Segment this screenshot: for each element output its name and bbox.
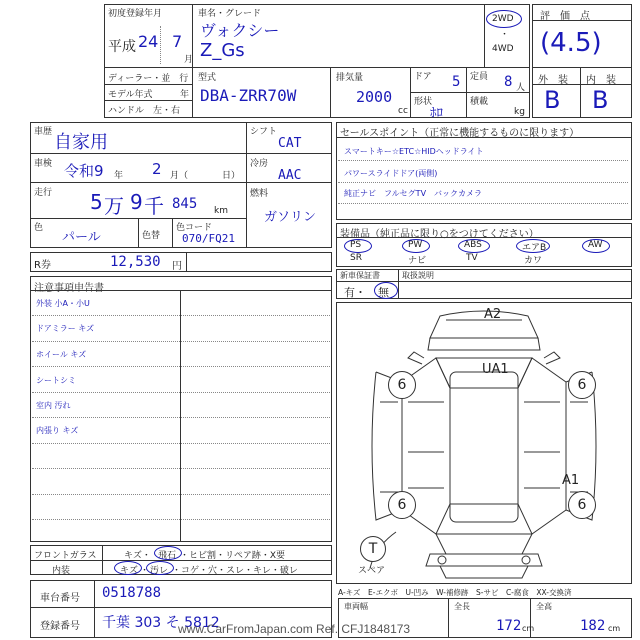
equip-pw: PW — [408, 240, 423, 250]
model-name: ヴォクシー — [200, 21, 280, 40]
load-unit: kg — [514, 107, 525, 117]
mileage-man: 5 — [90, 190, 103, 214]
warranty-circled: 無 — [378, 286, 389, 299]
equip-aw: AW — [588, 240, 603, 250]
km-unit: km — [214, 206, 228, 216]
drive-2wd-circle — [486, 10, 522, 28]
exterior-label: 外 装 — [538, 75, 568, 86]
glass-circled: 飛石 — [158, 551, 177, 561]
note-item-5: 室内 汚れ — [36, 401, 71, 410]
height-unit: cm — [522, 624, 535, 633]
legend-text: A-キズ E-エクボ U-凹み W-補修跡 S-サビ C-腐食 XX-交換済 — [338, 588, 572, 597]
reg-month: 7 — [172, 32, 183, 51]
rating-value: (4.5) — [540, 28, 602, 58]
notes-rule-line — [32, 443, 330, 444]
inspection-day-unit: 日） — [222, 171, 241, 181]
notes-rule-line — [32, 417, 330, 418]
displacement-value: 2000 — [356, 88, 393, 106]
notes-rule-line — [32, 341, 330, 342]
exterior-grade: B — [544, 86, 561, 114]
body-color-label: 色替 — [142, 231, 161, 241]
equip-airbag: エアB — [522, 243, 547, 253]
tire-front-left: 6 — [388, 371, 416, 399]
color-value: パール — [62, 230, 101, 245]
rating-label: 評 価 点 — [540, 11, 590, 22]
shift-label: シフト — [250, 127, 278, 137]
equip-sr: SR — [350, 253, 362, 263]
type-value: DBA-ZRR70W — [200, 86, 297, 105]
type-label: 型式 — [198, 73, 217, 83]
chassis-value: 0518788 — [102, 585, 162, 601]
interior-circled-2: 汚レ — [150, 566, 169, 576]
sales-point-1: スマートキー☆ETC☆HIDヘッドライト — [344, 147, 484, 156]
width-value: 182 — [580, 618, 606, 634]
displacement-label: 排気量 — [336, 73, 364, 83]
equip-ps: PS — [350, 240, 362, 250]
chassis-label: 車台番号 — [40, 593, 80, 604]
notes-rule-line — [32, 315, 330, 316]
usage-value: 自家用 — [54, 132, 108, 153]
model-year-label: モデル年式 — [108, 90, 153, 100]
drive-4wd: 4WD — [492, 44, 514, 54]
glass-rest: ・ヒビ割・リペア跡・X要 — [180, 551, 285, 561]
tire-front-right: 6 — [568, 371, 596, 399]
sales-points-title: セールスポイント（正常に機能するものに限ります） — [340, 128, 580, 139]
load-label: 積載 — [470, 97, 489, 107]
spare-label: スペア — [358, 566, 386, 576]
interior-circled-1: キズ — [120, 566, 138, 576]
interior-label: 内 装 — [586, 75, 616, 86]
capacity-unit: 人 — [516, 83, 526, 93]
width-unit: cm — [608, 624, 621, 633]
inspection-year-unit: 年 — [114, 171, 124, 181]
interior-grade: B — [592, 86, 609, 114]
inspection-era: 令和9 — [64, 162, 104, 180]
equipment-bottom-row — [342, 253, 628, 265]
grade: Z_Gs — [200, 40, 245, 61]
plate-label: 登録番号 — [40, 621, 80, 632]
reg-year-label: 初度登録年月 — [108, 9, 163, 19]
fuel-value: ガソリン — [264, 210, 317, 225]
color-label: 色 — [34, 223, 44, 233]
warranty-value: 有・ — [344, 286, 366, 299]
doors-value: 5 — [452, 74, 461, 90]
sales-point-2: パワースライドドア(両側) — [344, 169, 438, 178]
doors-label: ドア — [414, 72, 432, 82]
color-code-value: 070/FQ21 — [182, 232, 235, 245]
ac-value: AAC — [278, 168, 302, 183]
drive-dot: ・ — [500, 30, 510, 40]
capacity-label: 定員 — [470, 72, 489, 82]
interior-field-label: 内装 — [52, 566, 71, 576]
notes-rule-line — [32, 519, 330, 520]
height-label: 全高 — [536, 602, 552, 611]
interior-rest: ・コゲ・穴・スレ・キレ・破レ — [172, 566, 298, 576]
recycle-label: R券 — [34, 260, 51, 271]
recycle-unit: 円 — [172, 261, 182, 272]
reg-month-unit: 月 — [184, 55, 194, 65]
tire-rear-right: 6 — [568, 491, 596, 519]
width-label: 車両幅 — [344, 602, 368, 611]
drive-2wd: 2WD — [492, 14, 514, 24]
interior-sep: ・ — [140, 566, 150, 576]
notes-title: 注意事項申告書 — [34, 283, 104, 294]
equipment-title: 装備品（純正品に限り○をつけてください） — [340, 229, 539, 240]
damage-mark-ua1: UA1 — [482, 362, 509, 377]
inspection-label: 車検 — [34, 159, 53, 169]
sen-unit: 千 — [144, 194, 164, 218]
usage-label: 車歴 — [34, 127, 53, 137]
fuel-label: 燃料 — [250, 189, 269, 199]
shift-value: CAT — [278, 136, 302, 151]
glass-text: キズ・ — [124, 551, 151, 561]
notes-rule-line — [32, 392, 330, 393]
height-value: 172 — [496, 618, 522, 634]
color-code-label: 色コード — [176, 223, 213, 233]
mileage-sen: 9 — [130, 190, 143, 214]
glass-label: フロントガラス — [34, 551, 97, 561]
inspection-month-unit: 月（ — [170, 171, 189, 181]
model-year-unit: 年 — [180, 90, 190, 100]
dealer-label: ディーラー・並 行 — [108, 74, 189, 84]
cc-unit: cc — [398, 106, 408, 116]
recycle-amount: 12,530 — [110, 254, 161, 270]
sales-point-3: 純正ナビ フルセグTV バックカメラ — [344, 189, 483, 198]
note-item-4: シートシミ — [36, 376, 76, 385]
equip-abs: ABS — [464, 240, 482, 250]
model-name-label: 車名・グレード — [198, 9, 262, 19]
damage-mark-a2: A2 — [484, 307, 502, 322]
spare-tire: T — [360, 536, 386, 562]
shape-value: ﾎﾛ — [430, 106, 443, 121]
mileage-rest: 845 — [172, 196, 198, 212]
man-unit: 万 — [104, 194, 124, 218]
equip-tv: TV — [466, 253, 478, 263]
shape-label: 形状 — [414, 97, 433, 107]
warranty-label: 新車保証書 — [340, 271, 380, 280]
notes-rule-line — [32, 468, 330, 469]
note-item-2: ドアミラー キズ — [36, 324, 95, 333]
handle-label: ハンドル 左・右 — [108, 106, 181, 116]
equipment-top-row — [342, 239, 628, 253]
manual-label: 取扱説明 — [402, 271, 434, 280]
tire-rear-left: 6 — [388, 491, 416, 519]
inspection-month: 2 — [152, 160, 162, 178]
ac-label: 冷房 — [250, 159, 269, 169]
damage-mark-a1: A1 — [562, 473, 580, 488]
plate-value: 千葉 303 そ 5812 — [102, 615, 220, 631]
note-item-6: 内張り キズ — [36, 426, 79, 435]
watermark: www.CarFromJapan.com Ref. CFJ1848173 — [178, 622, 411, 636]
capacity-value: 8 — [504, 74, 513, 90]
reg-year: 24 — [138, 32, 159, 51]
reg-era: 平成 — [108, 39, 136, 55]
notes-rule-line — [32, 494, 330, 495]
note-item-3: ホイール キズ — [36, 350, 87, 359]
note-item-1: 外装 小A・小U — [36, 299, 90, 308]
mileage-label: 走行 — [34, 188, 53, 198]
notes-rule-line — [32, 366, 330, 367]
equip-navi: ナビ — [408, 256, 427, 266]
length-label: 全長 — [454, 602, 470, 611]
equip-leather: カワ — [524, 256, 543, 266]
